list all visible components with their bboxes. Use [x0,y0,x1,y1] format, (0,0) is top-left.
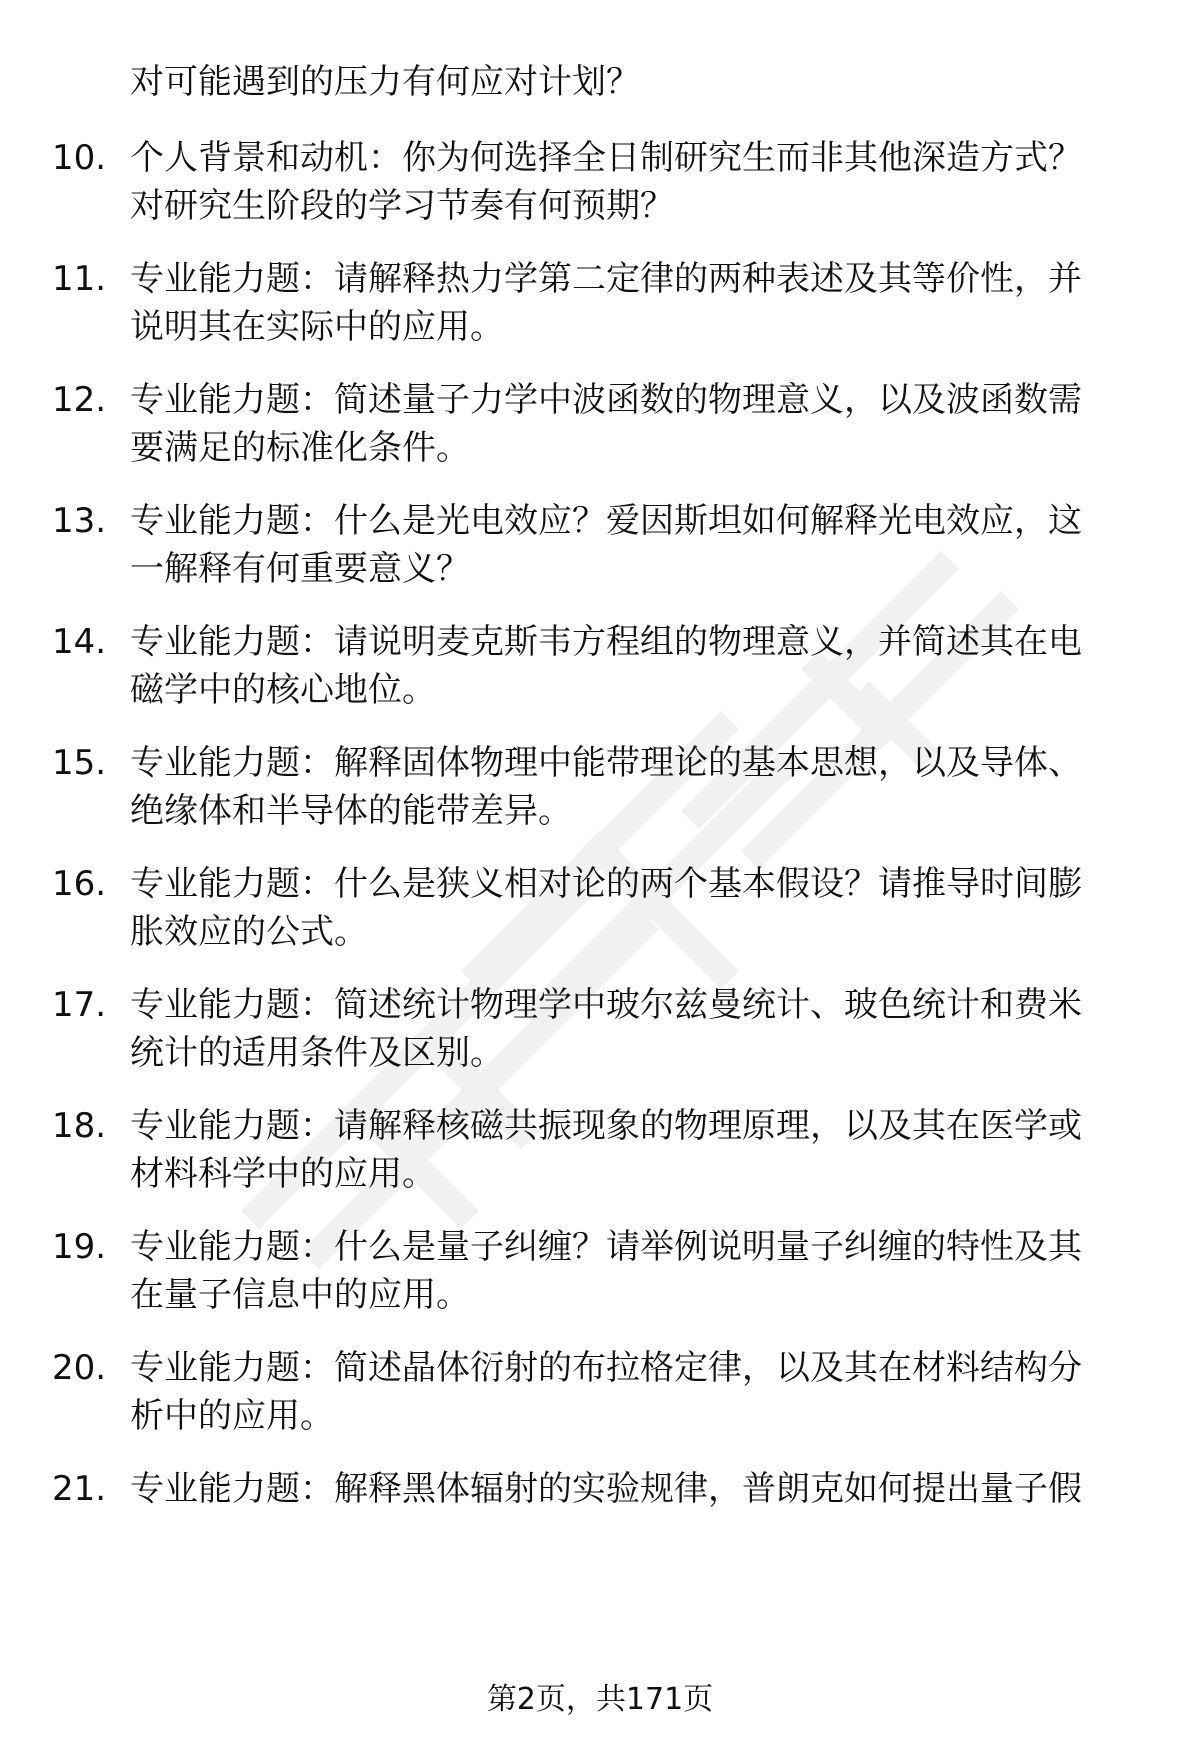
question-number: 12. [52,380,107,420]
question-text-line: 专业能力题：请解释热力学第二定律的两种表述及其等价性，并 [130,259,1082,299]
question-number: 21. [52,1469,107,1509]
question-text-line: 一解释有何重要意义？ [130,549,470,589]
question-text-line: 胀效应的公式。 [130,912,368,952]
continued-text: 对可能遇到的压力有何应对计划？ [130,62,640,102]
question-text-line: 绝缘体和半导体的能带差异。 [130,791,572,831]
question-number: 17. [52,985,107,1025]
question-text-line: 统计的适用条件及区别。 [130,1033,504,1073]
question-text-line: 专业能力题：解释固体物理中能带理论的基本思想，以及导体、 [130,743,1082,783]
question-text-line: 专业能力题：请说明麦克斯韦方程组的物理意义，并简述其在电 [130,622,1082,662]
question-text-line: 专业能力题：简述统计物理学中玻尔兹曼统计、玻色统计和费米 [130,985,1082,1025]
question-text-line: 对研究生阶段的学习节奏有何预期？ [130,186,674,226]
question-text-line: 专业能力题：简述晶体衍射的布拉格定律，以及其在材料结构分 [130,1348,1082,1388]
question-number: 16. [52,864,107,904]
question-text-line: 专业能力题：什么是狭义相对论的两个基本假设？请推导时间膨 [130,864,1082,904]
question-number: 15. [52,743,107,783]
question-number: 20. [52,1348,107,1388]
question-text-line: 说明其在实际中的应用。 [130,307,504,347]
question-text-line: 专业能力题：请解释核磁共振现象的物理原理，以及其在医学或 [130,1106,1082,1146]
question-text-line: 专业能力题：什么是光电效应？爱因斯坦如何解释光电效应，这 [130,501,1082,541]
question-text-line: 要满足的标准化条件。 [130,428,470,468]
question-text-line: 材料科学中的应用。 [130,1154,436,1194]
page-footer: 第2页，共171页 [486,1682,714,1717]
question-number: 13. [52,501,107,541]
question-text-line: 个人背景和动机：你为何选择全日制研究生而非其他深造方式？ [130,138,1082,178]
question-text-line: 析中的应用。 [130,1396,334,1436]
question-number: 14. [52,622,107,662]
question-text-line: 磁学中的核心地位。 [130,670,436,710]
question-number: 18. [52,1106,107,1146]
question-text-line: 在量子信息中的应用。 [130,1275,470,1315]
question-text-line: 专业能力题：什么是量子纠缠？请举例说明量子纠缠的特性及其 [130,1227,1082,1267]
question-text-line: 专业能力题：简述量子力学中波函数的物理意义，以及波函数需 [130,380,1082,420]
question-number: 10. [52,138,107,178]
question-text-line: 专业能力题：解释黑体辐射的实验规律，普朗克如何提出量子假 [130,1469,1082,1509]
question-number: 19. [52,1227,107,1267]
question-number: 11. [52,259,107,299]
